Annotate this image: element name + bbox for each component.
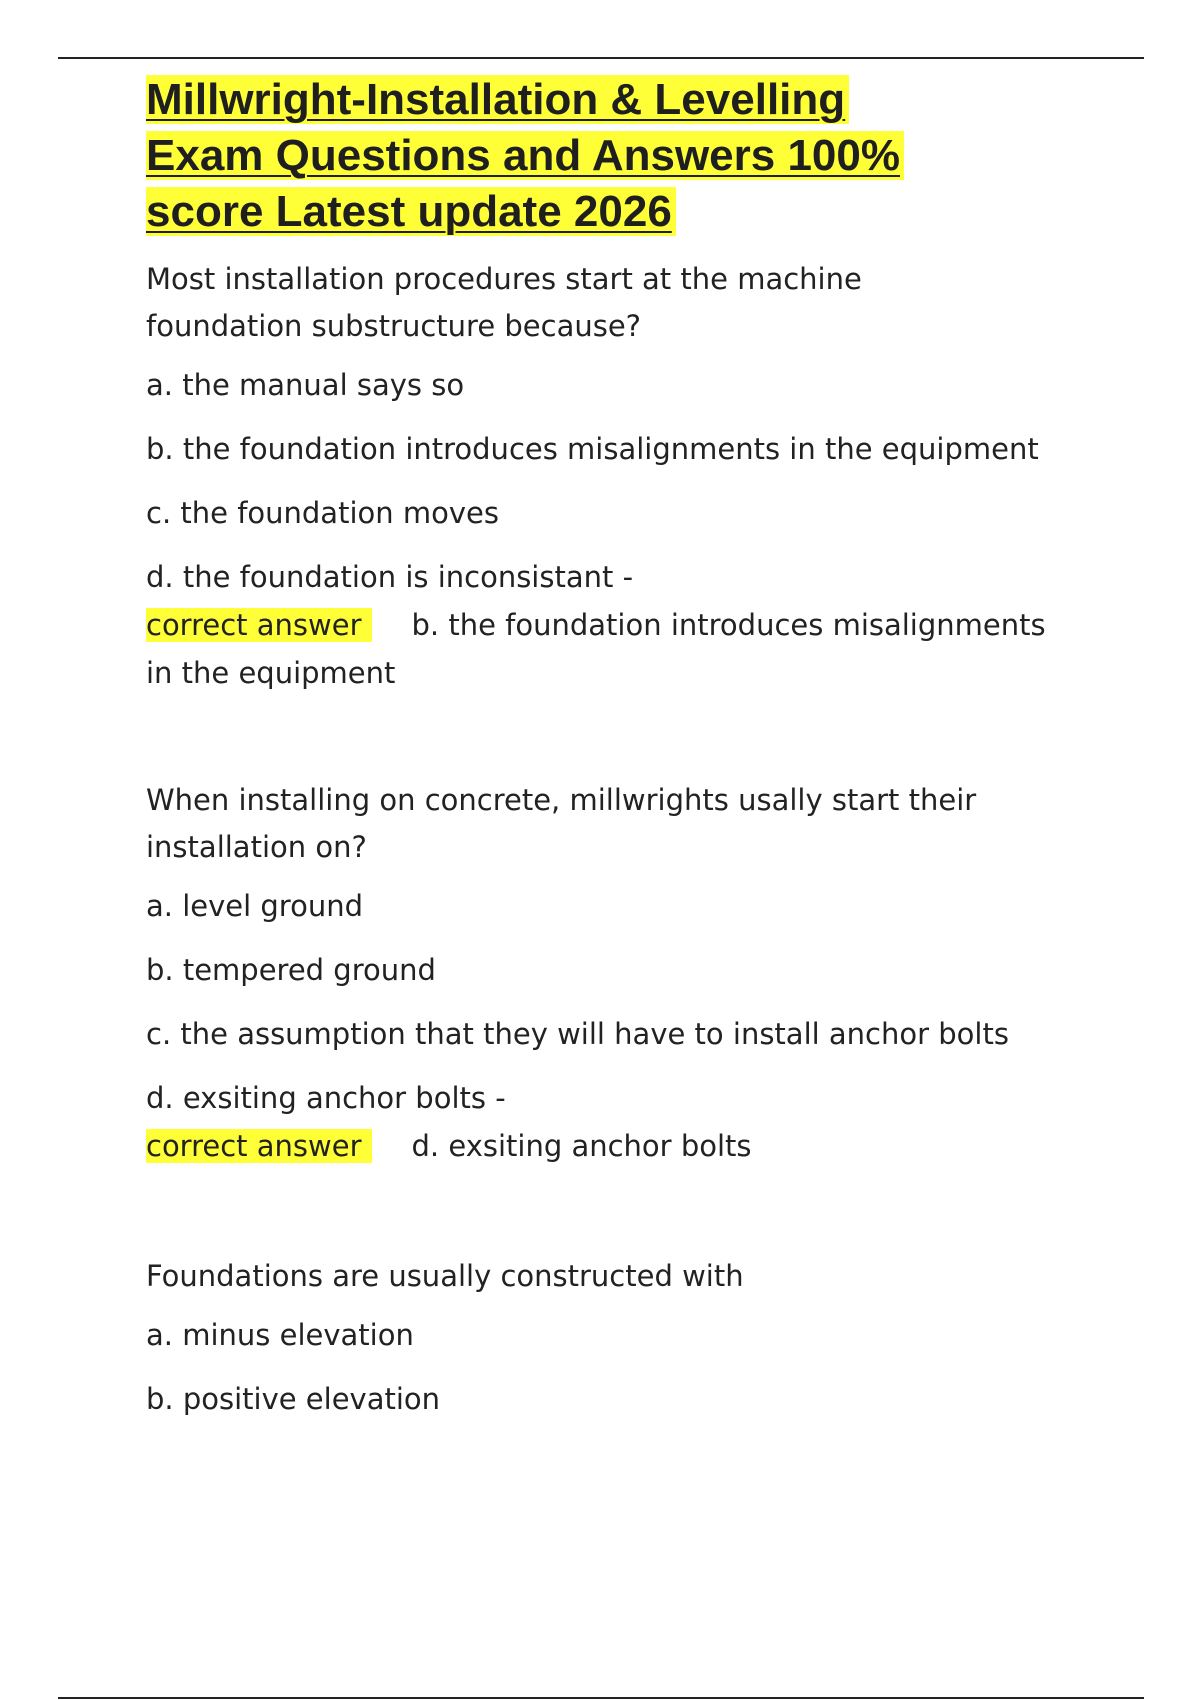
question-text: When installing on concrete, millwrights usally start their installation on? [146,783,977,864]
option-c: c. the foundation moves [146,496,499,530]
question-text: Most installation procedures start at the machine foundation substructure because? [146,262,862,343]
question-block-2 [146,777,1096,1170]
option-b: b. the foundation introduces misalignments in the equipment [146,432,1039,466]
question-block-1 [146,256,1096,697]
answer-line [146,601,1066,697]
question-block-3 [146,1253,1096,1423]
option-b: b. tempered ground [146,953,436,987]
top-rule [58,57,1144,59]
document-title [146,72,1096,240]
option-a: a. level ground [146,889,363,923]
option-d: d. the foundation is inconsistant - [146,560,634,594]
title-line-1: Millwright-Installation & Levelling [146,75,849,124]
correct-answer-text: d. exsiting anchor bolts [411,1129,752,1163]
correct-answer-label: correct answer [146,608,372,642]
option-c: c. the assumption that they will have to install anchor bolts [146,1017,1009,1051]
option-a: a. the manual says so [146,368,465,402]
correct-answer-text: b. the foundation introduces misalignments in the equipment [146,608,1046,690]
question-text: Foundations are usually constructed with [146,1259,744,1293]
answer-line [146,1122,1096,1170]
document-body [146,72,1096,1440]
title-line-2: Exam Questions and Answers 100% [146,131,904,180]
spacer [146,1170,1096,1253]
spacer [146,697,1096,777]
option-b: b. positive elevation [146,1382,441,1416]
bottom-rule [58,1697,1144,1699]
title-line-3: score Latest update 2026 [146,187,676,236]
option-a: a. minus elevation [146,1318,414,1352]
option-d: d. exsiting anchor bolts - [146,1081,506,1115]
correct-answer-label: correct answer [146,1129,372,1163]
